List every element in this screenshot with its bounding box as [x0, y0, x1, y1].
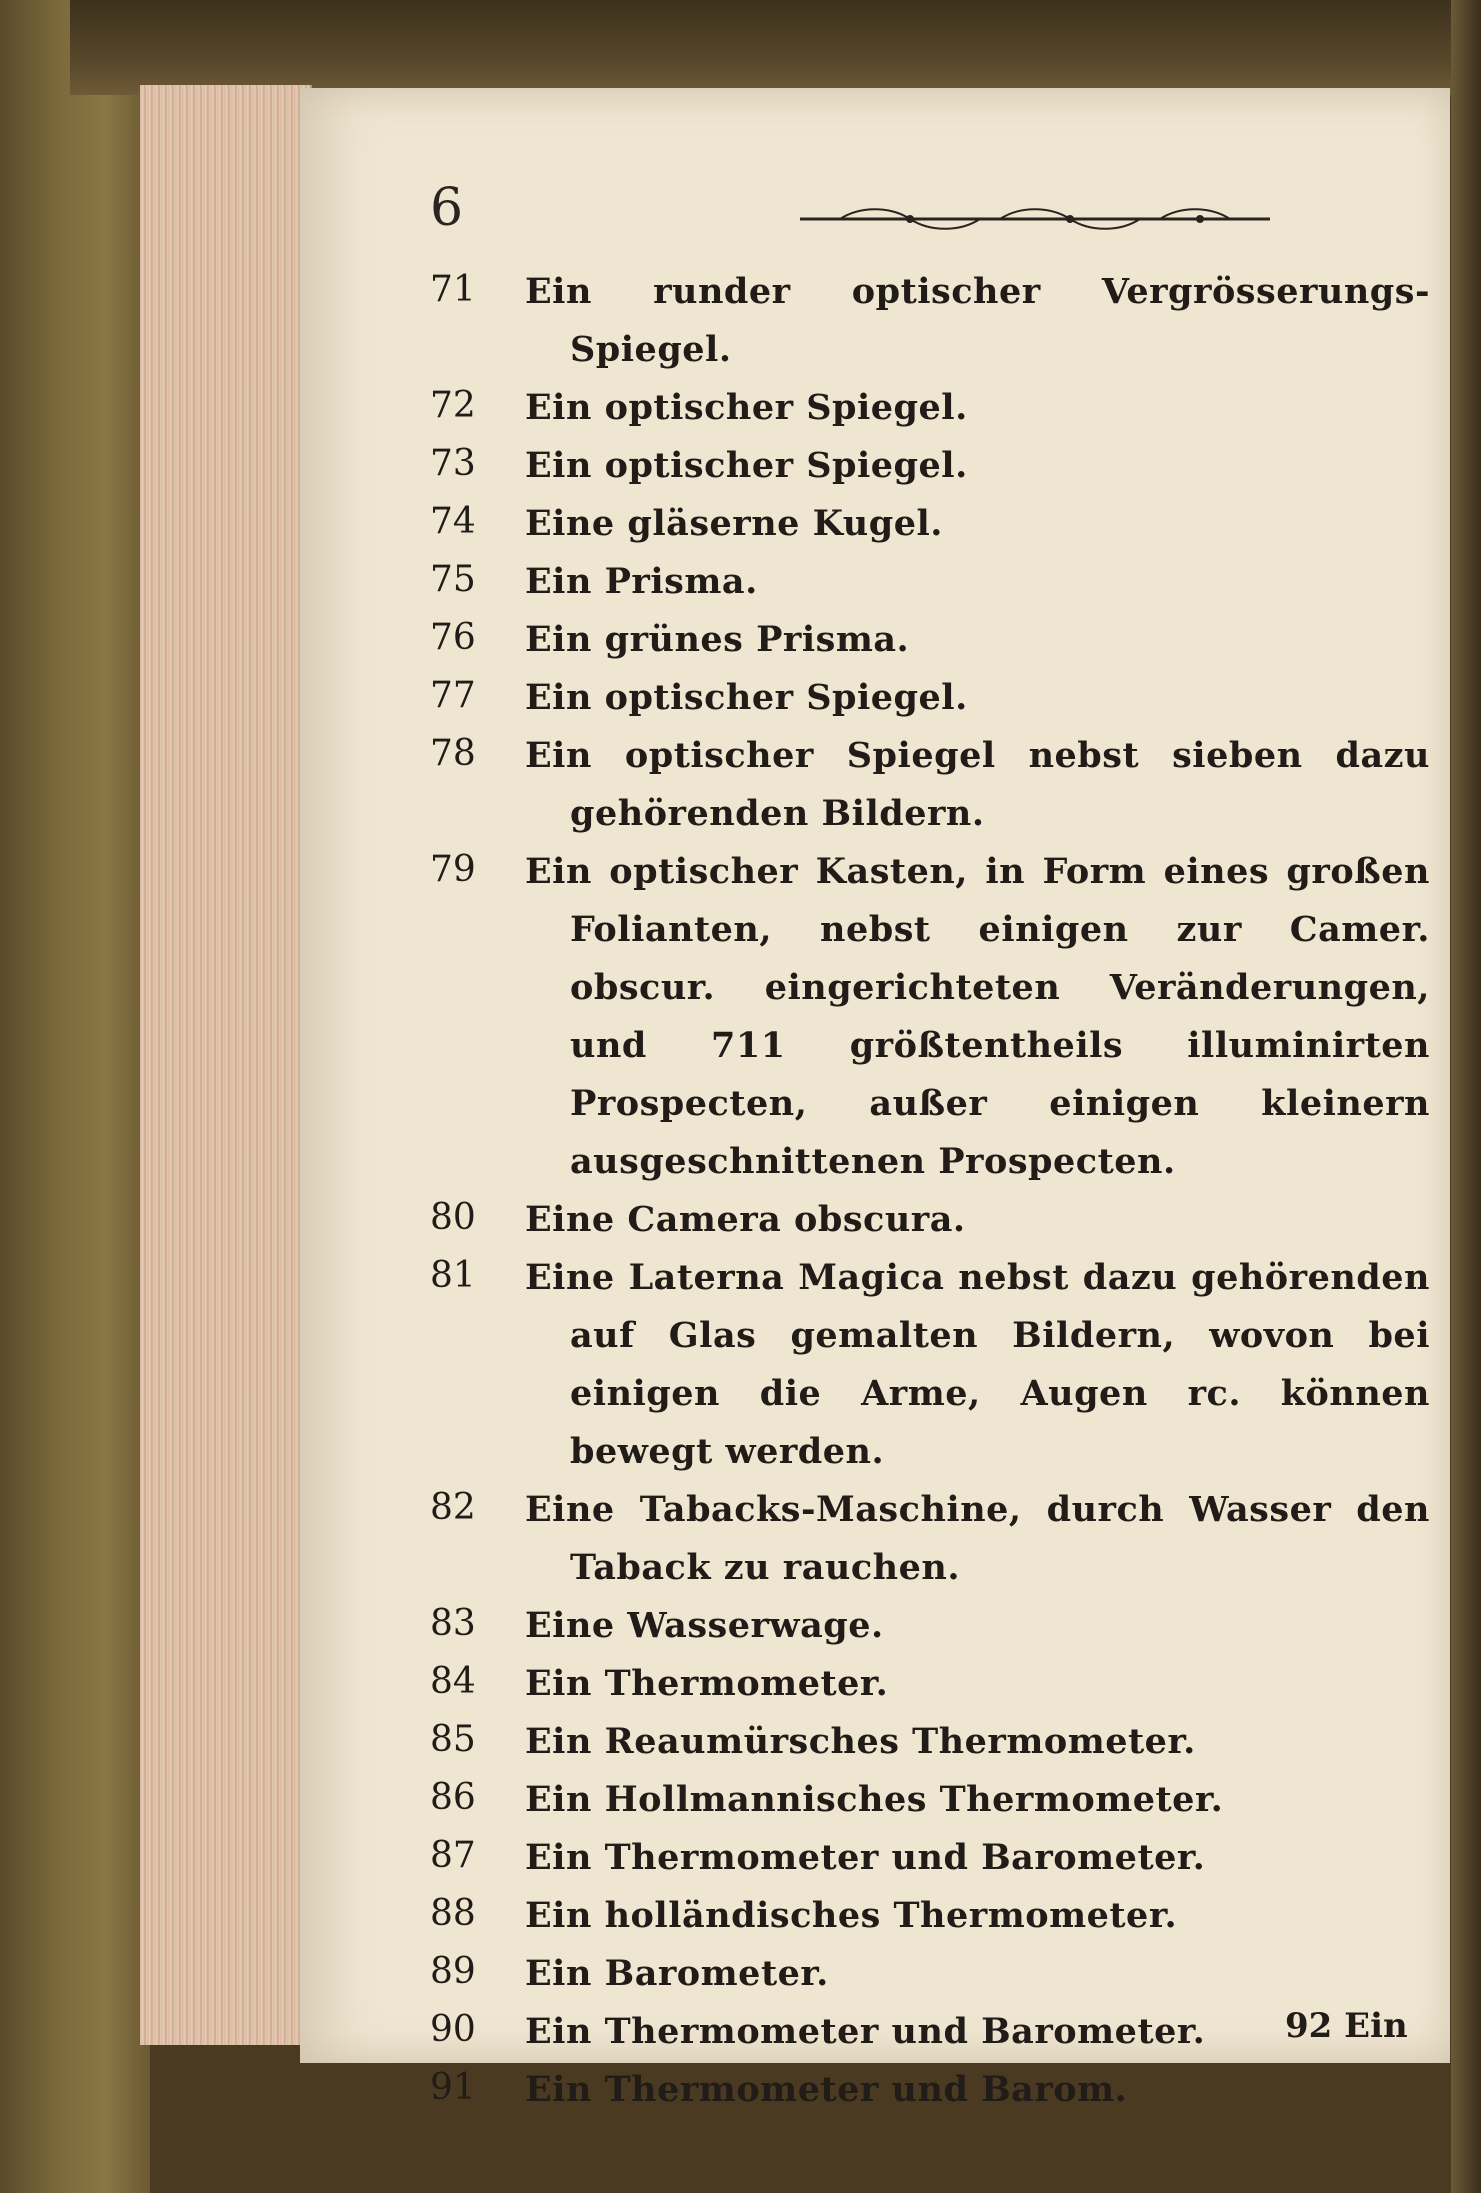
entry-text: Ein Barometer. [525, 1953, 829, 1994]
inventory-entry [430, 1887, 1430, 1945]
book-cover-left [0, 0, 150, 2193]
book-page [300, 88, 1450, 2110]
entry-text: Ein optischer Kasten, in Form eines großen Folianten, nebst einigen zur Camer. obscur. eingerichteten Veränderungen, und 711 größtentheils illuminirten Prospecten, außer einigen kleinern ausgeschnittenen Prospecten. [525, 851, 1430, 1182]
entry-number: 79 [430, 849, 476, 890]
page-number: 6 [430, 178, 464, 238]
entry-text: Eine Laterna Magica nebst dazu gehörenden auf Glas gemalten Bildern, wovon bei einigen die Arme, Augen rc. können bewegt werden. [525, 1257, 1430, 1472]
inventory-entry [430, 1597, 1430, 1655]
book-cover-right [1451, 0, 1481, 2193]
entry-number: 83 [430, 1603, 476, 1644]
inventory-entry [430, 263, 1430, 379]
entry-number: 77 [430, 675, 476, 716]
entry-text: Ein Thermometer und Barom. [525, 2069, 1128, 2110]
entry-number: 78 [430, 733, 476, 774]
page-header [430, 178, 1430, 248]
inventory-entry [430, 495, 1430, 553]
entry-number: 81 [430, 1255, 476, 1296]
entry-number: 84 [430, 1661, 476, 1702]
entry-text: Ein Hollmannisches Thermometer. [525, 1779, 1224, 1820]
inventory-entry [430, 1829, 1430, 1887]
entry-text: Ein Thermometer und Barometer. [525, 1837, 1206, 1878]
entry-number: 82 [430, 1487, 476, 1528]
inventory-entry [430, 1713, 1430, 1771]
entry-number: 80 [430, 1197, 476, 1238]
entry-text: Eine Camera obscura. [525, 1199, 966, 1240]
entry-text: Eine Wasserwage. [525, 1605, 884, 1646]
book-cover-top [70, 0, 1481, 95]
entry-text: Ein Thermometer und Barometer. [525, 2011, 1206, 2052]
entry-text: Ein optischer Spiegel. [525, 677, 968, 718]
inventory-entry [430, 1481, 1430, 1597]
entry-text: Ein Thermometer. [525, 1663, 889, 1704]
inventory-entry [430, 1655, 1430, 1713]
entry-number: 72 [430, 385, 476, 426]
entry-text: Ein optischer Spiegel. [525, 445, 968, 486]
inventory-entry [430, 2061, 1430, 2119]
entry-text: Eine Tabacks-Maschine, durch Wasser den Taback zu rauchen. [525, 1489, 1430, 1588]
entry-number: 86 [430, 1777, 476, 1818]
inventory-entry [430, 437, 1430, 495]
inventory-entry [430, 1249, 1430, 1481]
entry-text: Ein holländisches Thermometer. [525, 1895, 1178, 1936]
ornament-vignette-icon [800, 206, 1270, 232]
inventory-entry [430, 553, 1430, 611]
inventory-entry [430, 2003, 1430, 2061]
inventory-entry [430, 1191, 1430, 1249]
entry-text: Ein Prisma. [525, 561, 758, 602]
entry-number: 74 [430, 501, 476, 542]
inventory-entry [430, 1771, 1430, 1829]
inventory-entry [430, 843, 1430, 1191]
entry-text: Ein optischer Spiegel nebst sieben dazu gehörenden Bildern. [525, 735, 1430, 834]
entry-number: 73 [430, 443, 476, 484]
entry-number: 85 [430, 1719, 476, 1760]
entry-number: 90 [430, 2009, 476, 2050]
entry-text: Ein Reaumürsches Thermometer. [525, 1721, 1196, 1762]
inventory-entry [430, 611, 1430, 669]
entry-number: 89 [430, 1951, 476, 1992]
entry-text: Ein grünes Prisma. [525, 619, 910, 660]
entry-text: Eine gläserne Kugel. [525, 503, 943, 544]
entry-number: 75 [430, 559, 476, 600]
entry-number: 71 [430, 269, 476, 310]
entry-number: 76 [430, 617, 476, 658]
inventory-entry [430, 727, 1430, 843]
inventory-entry [430, 379, 1430, 437]
entry-text: Ein runder optischer Vergrösserungs-Spiegel. [525, 271, 1430, 370]
inventory-entry [430, 1945, 1430, 2003]
entry-number: 91 [430, 2067, 476, 2108]
entry-number: 87 [430, 1835, 476, 1876]
inventory-list [430, 263, 1430, 2119]
catchword: 92 Ein [1285, 2006, 1408, 2046]
entry-number: 88 [430, 1893, 476, 1934]
inventory-entry [430, 669, 1430, 727]
page-edges [140, 85, 312, 2045]
entry-text: Ein optischer Spiegel. [525, 387, 968, 428]
